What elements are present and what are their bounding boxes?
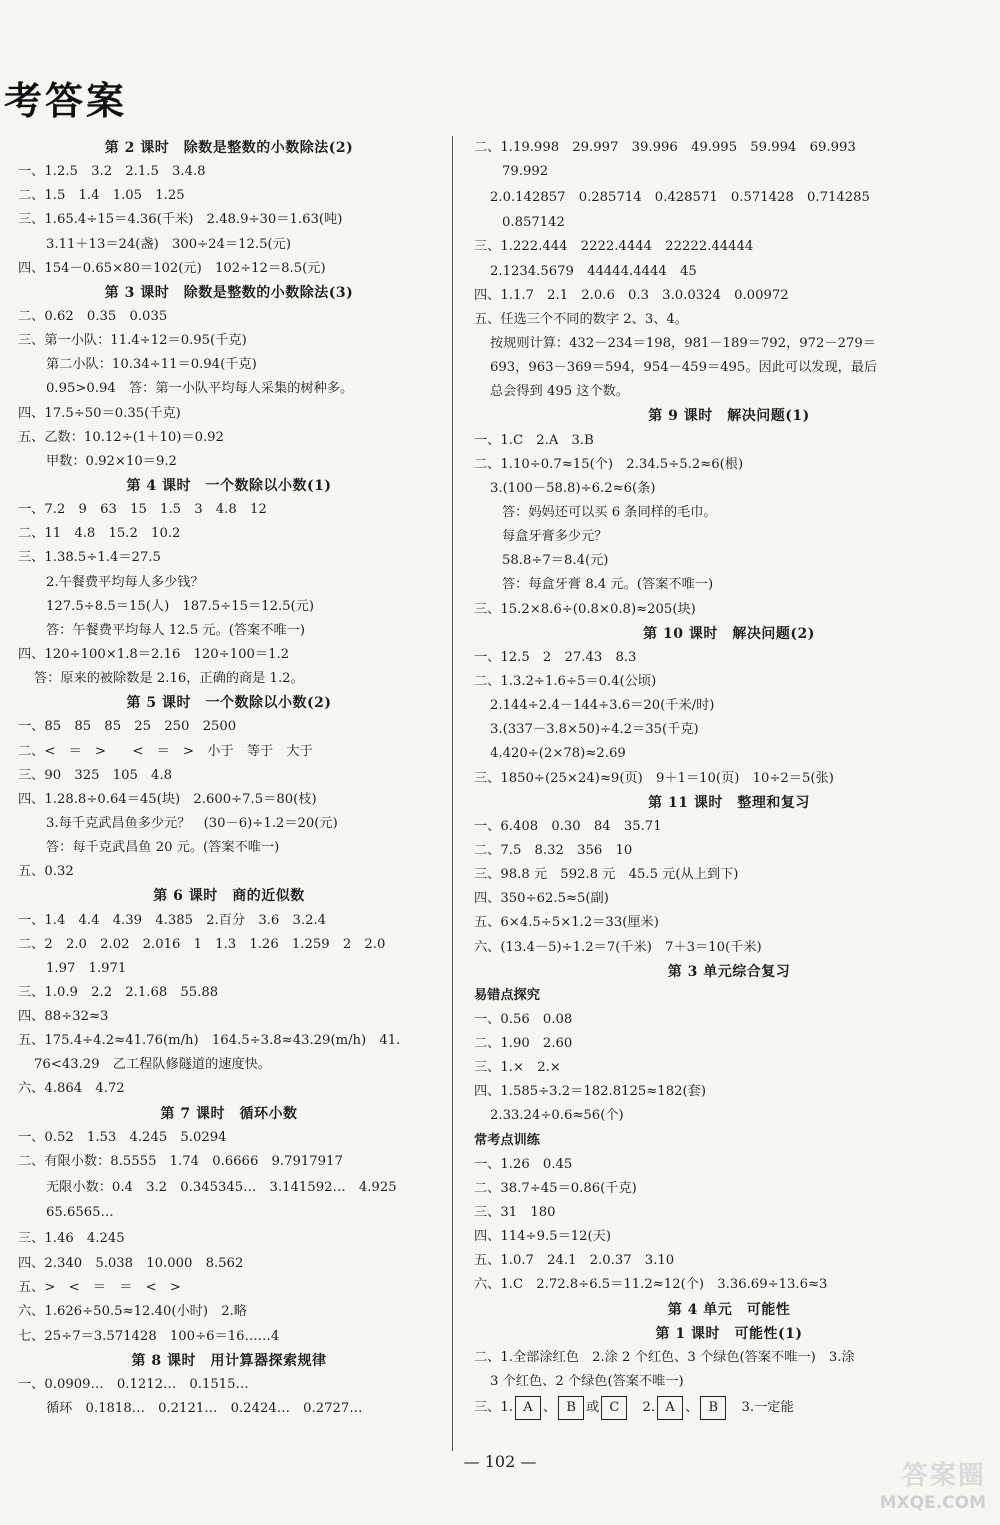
- answer-box-b: B: [558, 1396, 584, 1420]
- separator: 、: [542, 1400, 557, 1416]
- answer-line: 三、31 180: [474, 1205, 556, 1221]
- answer-line: 一、0.52 1.53 4.245 5.0294: [18, 1129, 227, 1145]
- answer-line: 0.95>0.94 答：第一小队平均每人采集的树种多。: [46, 381, 354, 397]
- watermark-logo: [846, 1455, 986, 1515]
- answer-line: 四、350÷62.5≈5(副): [474, 891, 609, 907]
- right-column: [474, 136, 984, 1421]
- answer-line: 总会得到 495 这个数。: [490, 384, 630, 400]
- answer-line: 五、175.4÷4.2≈41.76(m/h) 164.5÷3.8≈43.29(m/h) 41.: [18, 1033, 401, 1049]
- answer-line: 3.(100－58.8)÷6.2≈6(条): [490, 480, 656, 496]
- section-heading: 第 5 课时 一个数除以小数(2): [126, 695, 332, 712]
- answer-line: 五、> < ＝ ＝ < >: [18, 1280, 181, 1296]
- answer-line: 甲数：0.92×10＝9.2: [46, 453, 177, 469]
- answer-line: 七、25÷7＝3.571428 100÷6＝16……4: [18, 1328, 280, 1344]
- answer-line: 二、0.62 0.35 0.035: [18, 308, 168, 324]
- answer-line: 二、1.10÷0.7≈15(个) 2.34.5÷5.2≈6(根): [474, 456, 744, 472]
- answer-box-a: A: [515, 1396, 541, 1420]
- answer-line: 三、90 325 105 4.8: [18, 767, 173, 783]
- answer-line: 三、15.2×8.6÷(0.8×0.8)≈205(块): [474, 601, 696, 617]
- answer-line: 2.144÷2.4－144÷3.6＝20(千米/时): [490, 698, 715, 714]
- answer-line: 二、有限小数：8.5555 1.74 0.6666 9.7917917: [18, 1153, 343, 1169]
- answer-line: 五、任选三个不同的数字 2、3、4。: [474, 311, 688, 327]
- answer-line: 三、第一小队：11.4÷12＝0.95(千克): [18, 333, 247, 349]
- answer-line: 3.(337－3.8×50)÷4.2＝35(千克): [490, 722, 699, 738]
- answer-line: 五、1.0.7 24.1 2.0.37 3.10: [474, 1253, 675, 1269]
- section-heading: 第 8 课时 用计算器探索规律: [131, 1352, 327, 1369]
- left-column: [18, 136, 440, 1421]
- answer-line: 二、1.19.998 29.997 39.996 49.995 59.994 69.993: [474, 140, 856, 155]
- answer-line: 一、6.408 0.30 84 35.71: [474, 818, 662, 834]
- separator-2: 、: [685, 1400, 699, 1416]
- answer-line: 五、6×4.5÷5×1.2＝33(厘米): [474, 915, 659, 931]
- section-heading: 第 11 课时 整理和复习: [648, 794, 810, 811]
- answer-line: 二、1.5 1.4 1.05 1.25: [18, 188, 185, 204]
- answer-box-b-2: B: [700, 1396, 726, 1420]
- section-heading: 第 9 课时 解决问题(1): [648, 408, 810, 425]
- answer-line: 2.33.24÷0.6≈56(个): [490, 1108, 624, 1124]
- answer-line: 二、1.90 2.60: [474, 1036, 573, 1052]
- line-prefix: 三、1.: [474, 1400, 513, 1416]
- answer-line: 二、1.全部涂红色 2.涂 2 个红色、3 个绿色(答案不唯一) 3.涂: [474, 1349, 855, 1365]
- answer-line: 四、154－0.65×80＝102(元) 102÷12＝8.5(元): [18, 260, 326, 276]
- answer-line: 一、0.56 0.08: [474, 1011, 573, 1027]
- answer-line: 二、1.3.2÷1.6÷5＝0.4(公顷): [474, 673, 657, 689]
- answer-line: 四、1.585÷3.2＝182.8125≈182(套): [474, 1084, 706, 1100]
- answer-line: 三、1.65.4÷15＝4.36(千米) 2.48.9÷30＝1.63(吨): [18, 212, 343, 228]
- answer-line: 循环 0.1818… 0.2121… 0.2424… 0.2727…: [46, 1401, 363, 1417]
- answer-line: 六、(13.4－5)÷1.2＝7(千米) 7＋3＝10(千米): [474, 939, 762, 955]
- answer-line: 六、4.864 4.72: [18, 1081, 125, 1097]
- subsection-heading: 易错点探究: [474, 987, 540, 1003]
- answer-line: 答：每盒牙膏 8.4 元。(答案不唯一): [502, 577, 714, 593]
- section-heading: 第 3 单元综合复习: [667, 963, 791, 980]
- answer-line: 693，963－369＝594，954－459＝495。因此可以发现，最后: [490, 360, 878, 376]
- subsection-heading: 常考点训练: [474, 1132, 540, 1148]
- section-heading: 第 3 课时 除数是整数的小数除法(3): [104, 284, 354, 301]
- section-heading: 第 10 课时 解决问题(2): [643, 625, 815, 642]
- answer-line-boxes: [474, 1394, 984, 1421]
- answer-line: 76<43.29 乙工程队修隧道的速度快。: [34, 1057, 272, 1073]
- answer-line: 四、1.1.7 2.1 2.0.6 0.3 3.0.0324 0.00972: [474, 287, 789, 303]
- answer-line: 四、1.28.8÷0.64＝45(块) 2.600÷7.5＝80(枝): [18, 791, 317, 807]
- answer-line: 一、1.2.5 3.2 2.1.5 3.4.8: [18, 164, 206, 180]
- answer-box-c: C: [601, 1396, 627, 1420]
- watermark-text: 答案圈: [901, 1461, 986, 1491]
- answer-line: 一、1.C 2.A 3.B: [474, 432, 594, 448]
- answer-line: 三、1850÷(25×24)≈9(页) 9＋1＝10(页) 10÷2＝5(张): [474, 770, 834, 786]
- answer-line: 1.97 1.971: [46, 960, 127, 976]
- answer-line: 一、12.5 2 27.43 8.3: [474, 649, 637, 665]
- page-number: — 102 —: [463, 1452, 537, 1471]
- answer-line: 二、11 4.8 15.2 10.2: [18, 526, 181, 542]
- answer-line: 六、1.C 2.72.8÷6.5＝11.2≈12(个) 3.36.69÷13.6≈3: [474, 1277, 828, 1293]
- answer-line: 4.420÷(2×78)≈2.69: [490, 746, 626, 762]
- answer-line: 四、114÷9.5＝12(天): [474, 1229, 612, 1245]
- answer-line: 二、7.5 8.32 356 10: [474, 842, 633, 858]
- answer-line: 2.午餐费平均每人多少钱？: [46, 574, 204, 590]
- answer-line: 无限小数：0.4 3.2 0.345345… 3.141592… 4.925: [46, 1180, 397, 1196]
- section-heading: 第 4 课时 一个数除以小数(1): [126, 477, 332, 494]
- answer-line: 3 个红色、2 个绿色(答案不唯一): [490, 1374, 684, 1390]
- answer-box-a-2: A: [657, 1396, 683, 1420]
- column-divider: [452, 136, 453, 1451]
- answer-line: 三、1.38.5÷1.4＝27.5: [18, 550, 161, 566]
- answer-line: 四、17.5÷50＝0.35(千克): [18, 405, 181, 421]
- section-heading: 第 1 课时 可能性(1): [655, 1325, 803, 1342]
- answer-line: 答：原来的被除数是 2.16，正确的商是 1.2。: [34, 671, 304, 687]
- answer-line: 五、0.32: [18, 864, 74, 880]
- answer-line: 答：午餐费平均每人 12.5 元。(答案不唯一): [46, 622, 306, 638]
- part-3-text: 3.一定能: [728, 1400, 794, 1416]
- answer-line: 3.每千克武昌鱼多少元？ (30－6)÷1.2＝20(元): [46, 815, 338, 831]
- answer-line: 二、38.7÷45＝0.86(千克): [474, 1180, 637, 1196]
- answer-line: 四、2.340 5.038 10.000 8.562: [18, 1256, 244, 1272]
- answer-line: 按规则计算：432－234＝198，981－189＝792，972－279＝: [490, 335, 876, 351]
- answer-line: 58.8÷7＝8.4(元): [502, 553, 609, 569]
- page-title: 考答案: [4, 79, 128, 123]
- answer-line: 三、1.222.444 2222.4444 22222.44444: [474, 239, 754, 255]
- answer-line: 2.0.142857 0.285714 0.428571 0.571428 0.714285: [490, 190, 870, 206]
- part-2-label: 2.: [629, 1400, 656, 1416]
- answer-line: 三、1.× 2.×: [474, 1060, 561, 1076]
- answer-line: 三、1.46 4.245: [18, 1231, 125, 1247]
- answer-line: 五、乙数：10.12÷(1＋10)＝0.92: [18, 429, 224, 445]
- answer-line: 79.992: [502, 164, 549, 180]
- answer-line: 65.6565…: [46, 1205, 114, 1221]
- answer-line: 3.11＋13＝24(盏) 300÷24＝12.5(元): [46, 236, 291, 252]
- section-heading: 第 6 课时 商的近似数: [153, 888, 305, 905]
- answer-line: 2.1234.5679 44444.4444 45: [490, 263, 697, 279]
- answer-line: 一、85 85 85 25 250 2500: [18, 719, 237, 735]
- answer-line: 一、7.2 9 63 15 1.5 3 4.8 12: [18, 502, 267, 518]
- answer-line: 0.857142: [502, 215, 565, 231]
- answer-line: 三、98.8 元 592.8 元 45.5 元(从上到下): [474, 867, 739, 883]
- answer-line: 答：每千克武昌鱼 20 元。(答案不唯一): [46, 840, 280, 856]
- or-text: 或: [586, 1400, 600, 1416]
- answer-line: 四、88÷32≈3: [18, 1009, 109, 1025]
- answer-line: 四、120÷100×1.8＝2.16 120÷100＝1.2: [18, 646, 290, 662]
- answer-line: 答：妈妈还可以买 6 条同样的毛巾。: [502, 504, 717, 520]
- section-heading: 第 2 课时 除数是整数的小数除法(2): [104, 140, 354, 156]
- watermark-url: MXQE.COM: [879, 1493, 986, 1513]
- section-heading: 第 4 单元 可能性: [667, 1301, 791, 1318]
- answer-line: 一、1.26 0.45: [474, 1156, 573, 1172]
- answer-line: 第二小队：10.34÷11＝0.94(千克): [46, 357, 257, 373]
- answer-line: 127.5÷8.5＝15(人) 187.5÷15＝12.5(元): [46, 598, 315, 614]
- answer-line: 三、1.0.9 2.2 2.1.68 55.88: [18, 984, 219, 1000]
- answer-line: 每盒牙膏多少元？: [502, 529, 608, 545]
- section-heading: 第 7 课时 循环小数: [160, 1105, 298, 1122]
- answer-line: 六、1.626÷50.5≈12.40(小时) 2.略: [18, 1304, 247, 1320]
- answer-line: 二、2 2.0 2.02 2.016 1 1.3 1.26 1.259 2 2.0: [18, 936, 386, 952]
- answer-line: 一、0.0909… 0.1212… 0.1515…: [18, 1376, 249, 1392]
- answer-line: 一、1.4 4.4 4.39 4.385 2.百分 3.6 3.2.4: [18, 912, 327, 928]
- answer-line: 二、< ＝ > < ＝ > 小于 等于 大于: [18, 743, 313, 759]
